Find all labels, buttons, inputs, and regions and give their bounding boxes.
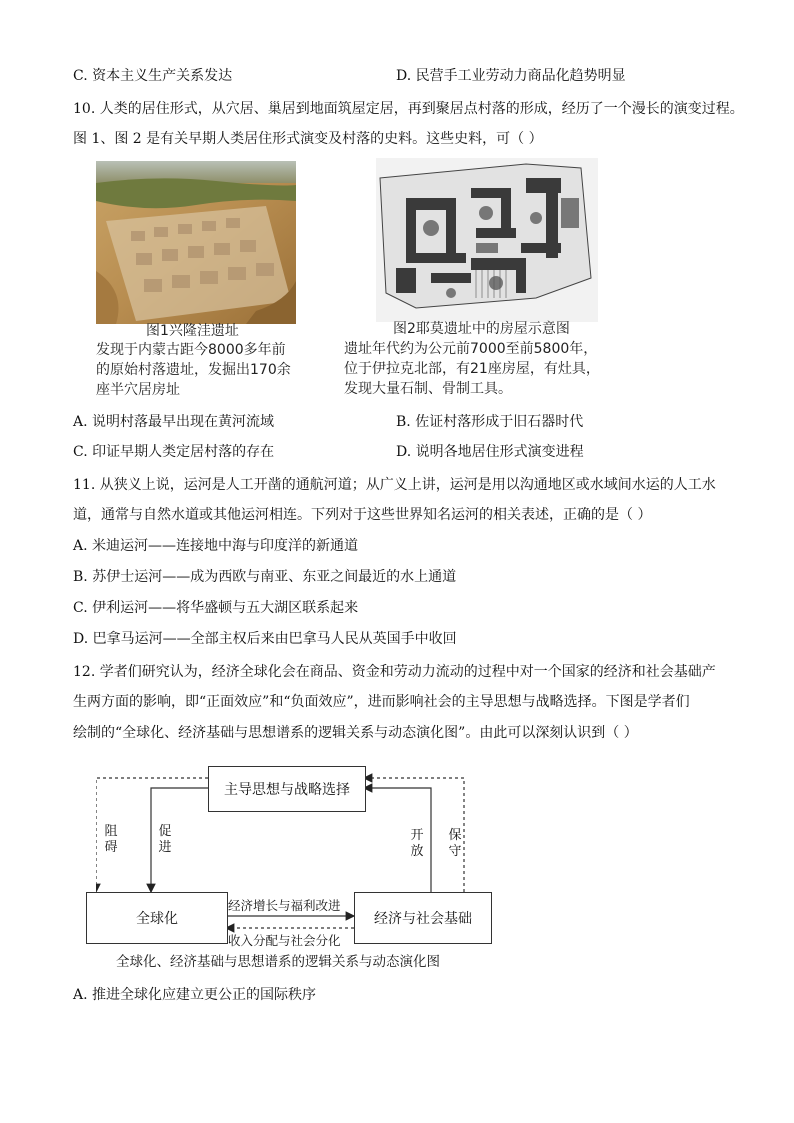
- jarmo-house-plan-diagram: [376, 158, 598, 322]
- q11-option-b: B. 苏伊士运河——成为西欧与南亚、东亚之间最近的水上通道: [73, 569, 457, 585]
- label-income-distribution: 收入分配与社会分化: [228, 933, 341, 948]
- fig2-desc-line2: 位于伊拉克北部，有21座房屋，有灶具，: [344, 361, 600, 377]
- q11-option-a: A. 米迪运河——连接地中海与印度洋的新通道: [73, 538, 359, 554]
- q9-option-d: D. 民营手工业劳动力商品化趋势明显: [396, 68, 626, 84]
- q10-option-b: B. 佐证村落形成于旧石器时代: [396, 414, 584, 430]
- q11-option-d: D. 巴拿马运河——全部主权后来由巴拿马人民从英国手中收回: [73, 631, 457, 647]
- label-growth-welfare: 经济增长与福利改进: [228, 898, 341, 913]
- q12-option-a: A. 推进全球化应建立更公正的国际秩序: [73, 987, 317, 1003]
- q10-stem-line1: 10. 人类的居住形式，从穴居、巢居到地面筑屋定居，再到聚居点村落的形成，经历了一个漫长的演变过程。: [73, 101, 744, 117]
- q11-option-c: C. 伊利运河——将华盛顿与五大湖区联系起来: [73, 600, 359, 616]
- q10-option-c: C. 印证早期人类定居村落的存在: [73, 444, 275, 460]
- fig1-desc-line1: 发现于内蒙古距今8000多年前: [96, 342, 286, 358]
- q10-stem-line2: 图 1、图 2 是有关早期人类居住形式演变及村落的史料。这些史料，可（ ）: [73, 131, 543, 147]
- fig2-title: 图2耶莫遗址中的房屋示意图: [393, 321, 570, 337]
- globalization-logic-diagram: [96, 760, 506, 970]
- q9-option-c: C. 资本主义生产关系发达: [73, 68, 233, 84]
- xinglongwa-site-photo: [96, 161, 296, 324]
- fig2-desc-line1: 遗址年代约为公元前7000至前5800年，: [344, 341, 598, 357]
- fig1-desc-line2: 的原始村落遗址，发掘出170余: [96, 362, 291, 378]
- q11-stem-line1: 11. 从狭义上说，运河是人工开凿的通航河道；从广义上讲，运河是用以沟通地区或水域间水运的人工水: [73, 477, 716, 493]
- fig1-title: 图1兴隆洼遗址: [146, 323, 239, 339]
- box-globalization: 全球化: [86, 892, 228, 944]
- label-promote: 促进: [158, 824, 172, 855]
- q12-stem-line3: 绘制的“全球化、经济基础与思想谱系的逻辑关系与动态演化图”。由此可以深刻认识到（ ）: [73, 725, 638, 741]
- fig1-desc-line3: 座半穴居房址: [96, 382, 180, 398]
- label-hinder: 阻碍: [104, 824, 118, 855]
- box-economic-social-base: 经济与社会基础: [354, 892, 492, 944]
- fig2-desc-line3: 发现大量石制、骨制工具。: [344, 381, 512, 397]
- q11-stem-line2: 道，通常与自然水道或其他运河相连。下列对于这些世界知名运河的相关表述，正确的是（ ）: [73, 507, 652, 523]
- q12-stem-line2: 生两方面的影响，即“正面效应”和“负面效应”，进而影响社会的主导思想与战略选择。下图是学者们: [73, 694, 690, 710]
- diagram-caption: 全球化、经济基础与思想谱系的逻辑关系与动态演化图: [116, 954, 440, 970]
- q10-option-a: A. 说明村落最早出现在黄河流域: [73, 414, 275, 430]
- label-conserve: 保守: [448, 828, 462, 859]
- q10-option-d: D. 说明各地居住形式演变进程: [396, 444, 584, 460]
- q12-stem-line1: 12. 学者们研究认为，经济全球化会在商品、资金和劳动力流动的过程中对一个国家的经济和社会基础产: [73, 664, 716, 680]
- label-open: 开放: [410, 828, 424, 859]
- box-dominant-ideology: 主导思想与战略选择: [208, 766, 366, 812]
